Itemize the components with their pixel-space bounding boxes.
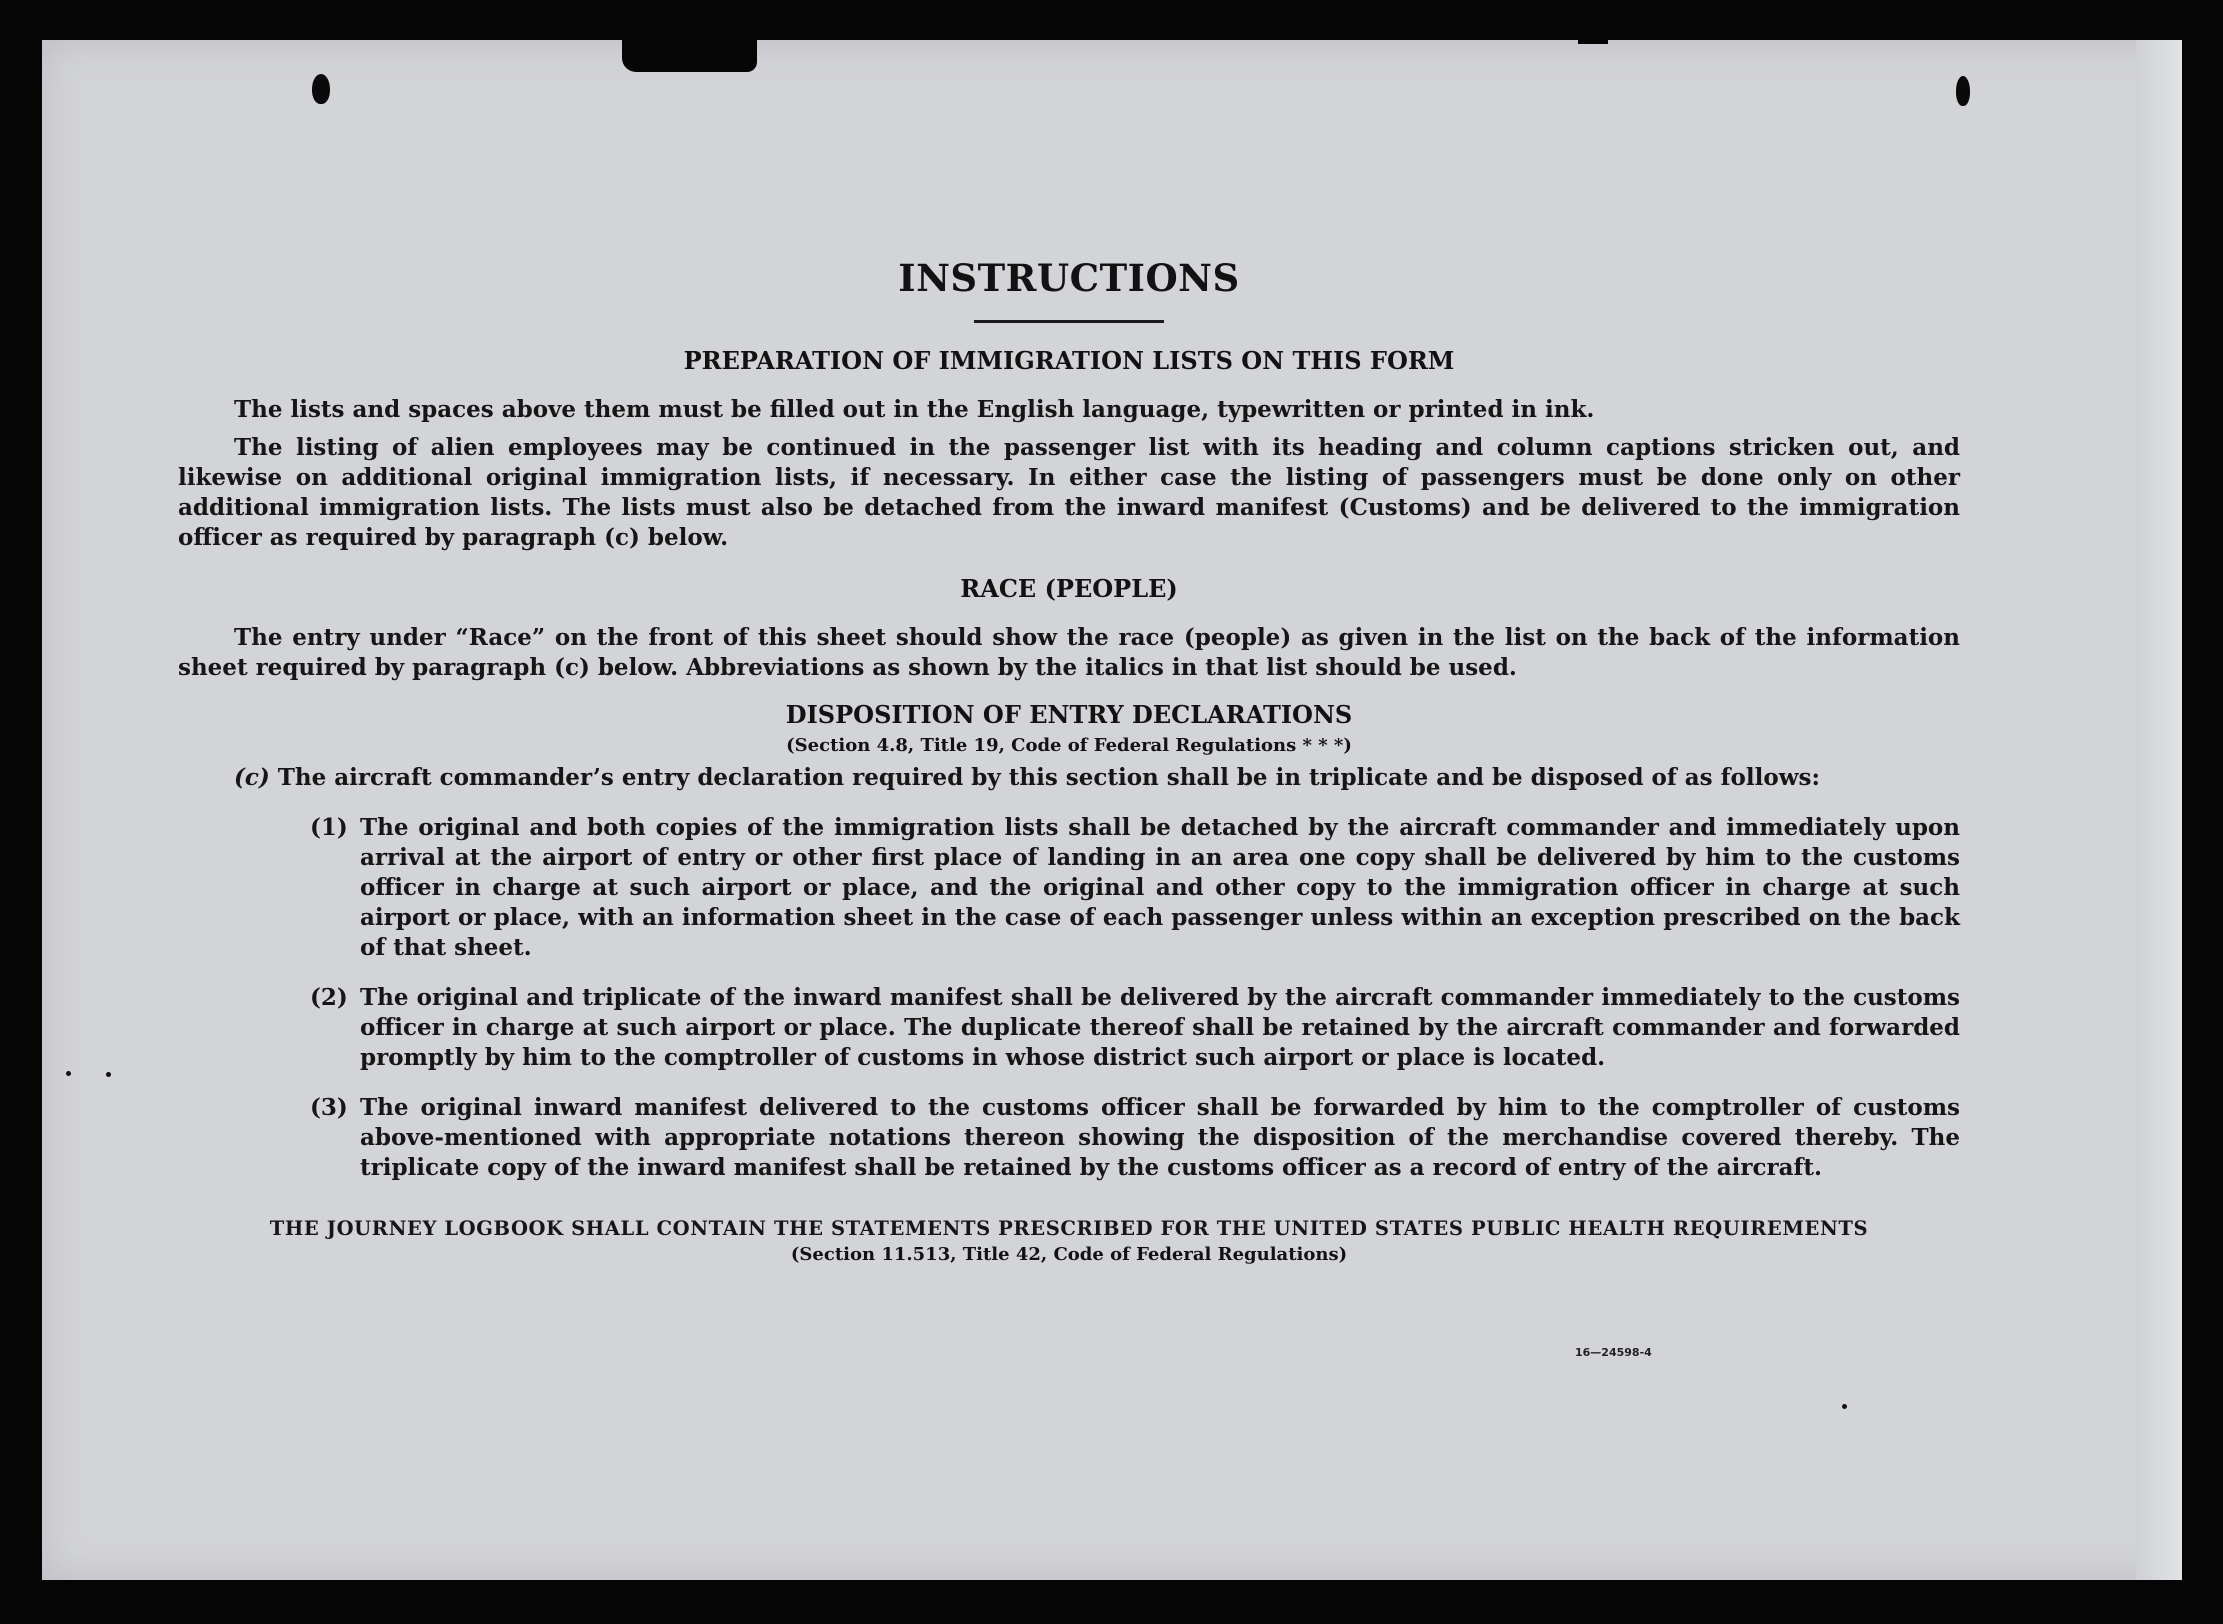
health-requirements-caption: THE JOURNEY LOGBOOK SHALL CONTAIN THE STATEMENTS PRESCRIBED FOR THE UNITED STATES PUBLIC HEALTH REQUIREMENTS	[269, 1217, 1869, 1240]
health-requirements-reference: (Section 11.513, Title 42, Code of Federal Regulations)	[790, 1244, 1348, 1265]
item-number: (2)	[310, 984, 348, 1011]
speck	[1842, 1404, 1847, 1409]
disposition-heading: DISPOSITION OF ENTRY DECLARATIONS	[785, 700, 1353, 729]
item-text: The original and triplicate of the inward manifest shall be delivered by the aircraft commander immediately to the customs officer in charge at such airport or place. The duplicate thereof shall be retained by the aircraft commander and forwarded promptly by him to the comptroller of customs in whose district such airport or place is located.	[360, 984, 1960, 1071]
title-underline	[974, 320, 1164, 323]
punch-hole	[312, 74, 330, 104]
page-title: INSTRUCTIONS	[898, 256, 1240, 300]
sheet-edge	[2136, 40, 2182, 1580]
speck	[66, 1071, 71, 1076]
list-item	[178, 813, 1960, 963]
race-paragraph: The entry under “Race” on the front of this sheet should show the race (people) as given in the list on the back of the information sheet required by paragraph (c) below. Abbreviations as shown by the italics in that list should be used.	[178, 624, 1960, 681]
list-item	[178, 1093, 1960, 1183]
preparation-paragraph-2: The listing of alien employees may be continued in the passenger list with its heading and column captions stricken out, and likewise on additional original immigration lists, if necessary. In either case the listing of passengers must be done only on other additional immigration lists. The lists must also be detached from the inward manifest (Customs) and be delivered to the immigration officer as required by paragraph (c) below.	[178, 434, 1960, 551]
torn-edge	[1578, 40, 1608, 44]
disposition-reference: (Section 4.8, Title 19, Code of Federal Regulations * * *)	[786, 735, 1352, 756]
item-text: The original and both copies of the immigration lists shall be detached by the aircraft commander and immediately upon arrival at the airport of entry or other first place of landing in an area one copy shall be delivered by him to the customs officer in charge at such airport or place, and the original and other copy to the immigration officer in charge at such airport or place, with an information sheet in the case of each passenger unless within an exception prescribed on the back of that sheet.	[360, 814, 1960, 961]
item-text: The original inward manifest delivered to the customs officer shall be forwarded by him to the comptroller of customs above-mentioned with appropriate notations thereon showing the disposition of the merchandise covered thereby. The triplicate copy of the inward manifest shall be retained by the customs officer as a record of entry of the aircraft.	[360, 1094, 1960, 1181]
torn-edge	[622, 40, 757, 72]
clause-label: (c)	[234, 764, 270, 791]
instructions-body	[178, 258, 1960, 1267]
item-number: (3)	[310, 1094, 348, 1121]
list-item	[178, 983, 1960, 1073]
speck	[106, 1072, 111, 1077]
preparation-heading: PREPARATION OF IMMIGRATION LISTS ON THIS FORM	[683, 346, 1455, 375]
clause-c	[178, 763, 1960, 793]
item-number: (1)	[310, 814, 348, 841]
form-number: 16—24598-4	[1575, 1346, 1652, 1359]
preparation-paragraph-1: The lists and spaces above them must be filled out in the English language, typewritten or printed in ink.	[234, 396, 1595, 423]
clause-text: The aircraft commander’s entry declaration required by this section shall be in triplicate and be disposed of as follows:	[277, 764, 1820, 791]
race-heading: RACE (PEOPLE)	[960, 574, 1178, 603]
punch-hole	[1956, 76, 1970, 106]
